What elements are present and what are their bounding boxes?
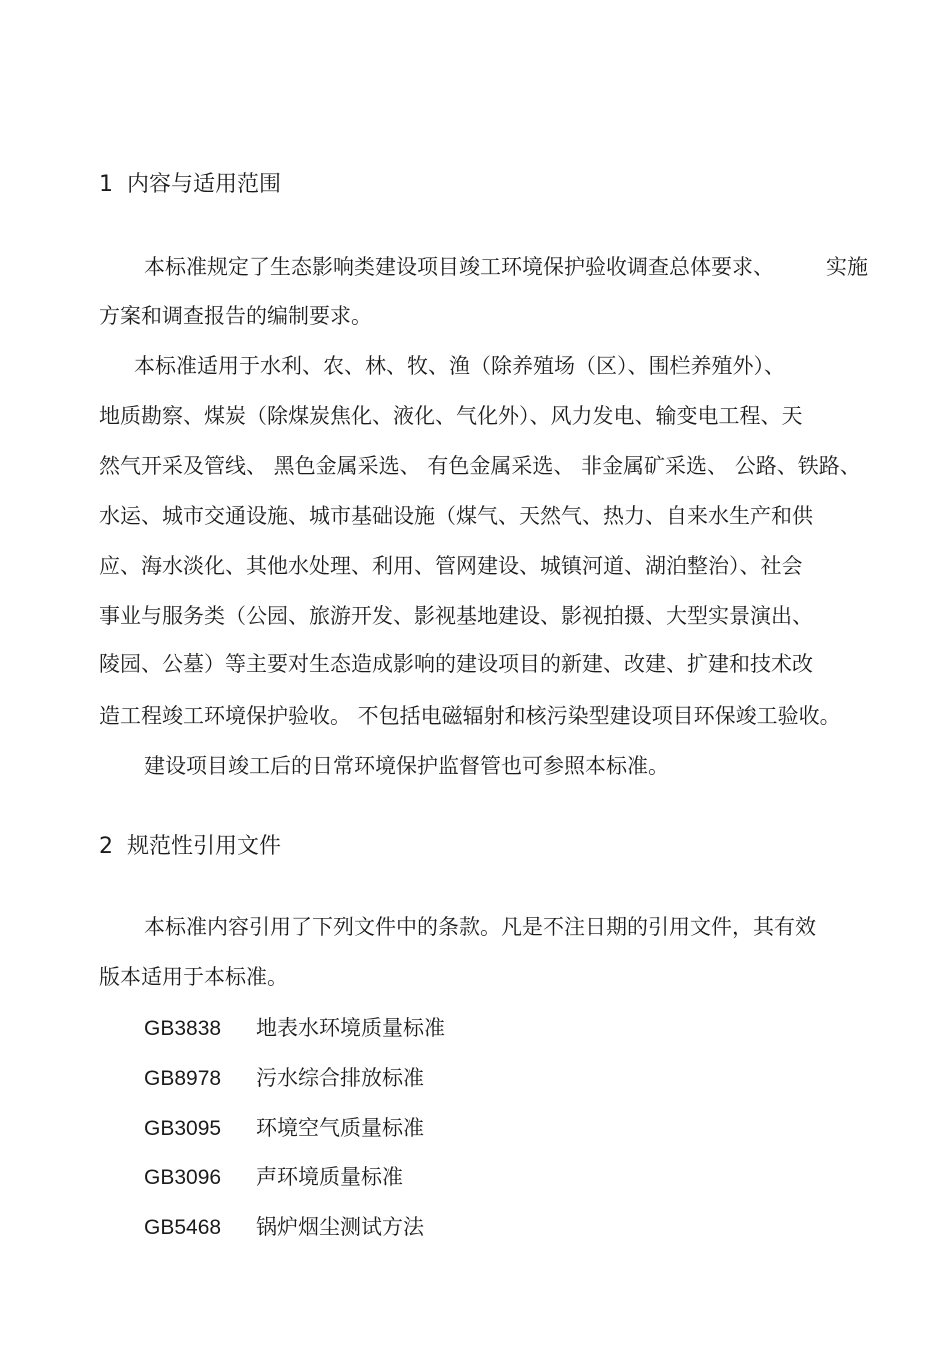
- reference-name: 声环境质量标准: [256, 1165, 403, 1189]
- section-number: 1: [99, 172, 113, 197]
- paragraph-line: 应、海水淡化、其他水处理、利用、管网建设、城镇河道、湖泊整治）、社会: [99, 554, 803, 578]
- section-number: 2: [99, 834, 113, 859]
- paragraph-line: 水运、城市交通设施、城市基础设施（煤气、天然气、热力、自来水生产和供: [99, 504, 813, 528]
- paragraph-line: 本标准适用于水利、农、林、牧、渔（除养殖场（区）、围栏养殖外）、: [134, 354, 785, 378]
- section-2-heading: [99, 834, 281, 860]
- reference-item: [144, 1115, 221, 1142]
- paragraph-line: 建设项目竣工后的日常环境保护监督管也可参照本标准。: [144, 754, 669, 778]
- reference-item: [144, 1015, 221, 1042]
- reference-name: 地表水环境质量标准: [256, 1016, 445, 1040]
- reference-name: 环境空气质量标准: [256, 1116, 424, 1140]
- reference-code: GB8978: [144, 1067, 222, 1090]
- paragraph-line: 造工程竣工环境保护验收。 不包括电磁辐射和核污染型建设项目环保竣工验收。: [99, 704, 841, 728]
- section-1-heading: [99, 172, 281, 198]
- section-title: 内容与适用范围: [127, 172, 282, 197]
- reference-code: GB3096: [144, 1166, 222, 1189]
- reference-item: [144, 1065, 221, 1092]
- paragraph-line: 地质勘察、煤炭（除煤炭焦化、液化、气化外）、风力发电、输变电工程、天: [99, 404, 803, 428]
- paragraph-text: 本标准规定了生态影响类建设项目竣工环境保护验收调查总体要求、: [144, 255, 774, 279]
- paragraph-line: 事业与服务类（公园、旅游开发、影视基地建设、影视拍摄、大型实景演出、: [99, 604, 813, 628]
- paragraph-text: 实施: [826, 255, 868, 279]
- paragraph-line: 本标准内容引用了下列文件中的条款。凡是不注日期的引用文件，其有效: [144, 915, 816, 939]
- paragraph-line: 陵园、公墓）等主要对生态造成影响的建设项目的新建、改建、扩建和技术改: [99, 652, 813, 676]
- reference-name: 污水综合排放标准: [256, 1066, 424, 1090]
- section-title: 规范性引用文件: [127, 834, 282, 859]
- paragraph-line: 版本适用于本标准。: [99, 965, 288, 989]
- paragraph-line: [144, 254, 868, 280]
- paragraph-line: 然气开采及管线、 黑色金属采选、 有色金属采选、 非金属矿采选、 公路、铁路、: [99, 454, 861, 478]
- reference-code: GB3095: [144, 1117, 222, 1140]
- reference-code: GB5468: [144, 1216, 222, 1239]
- paragraph-line: 方案和调查报告的编制要求。: [99, 304, 372, 328]
- reference-name: 锅炉烟尘测试方法: [256, 1215, 424, 1239]
- reference-code: GB3838: [144, 1017, 222, 1040]
- reference-item: [144, 1164, 221, 1191]
- reference-item: [144, 1214, 221, 1241]
